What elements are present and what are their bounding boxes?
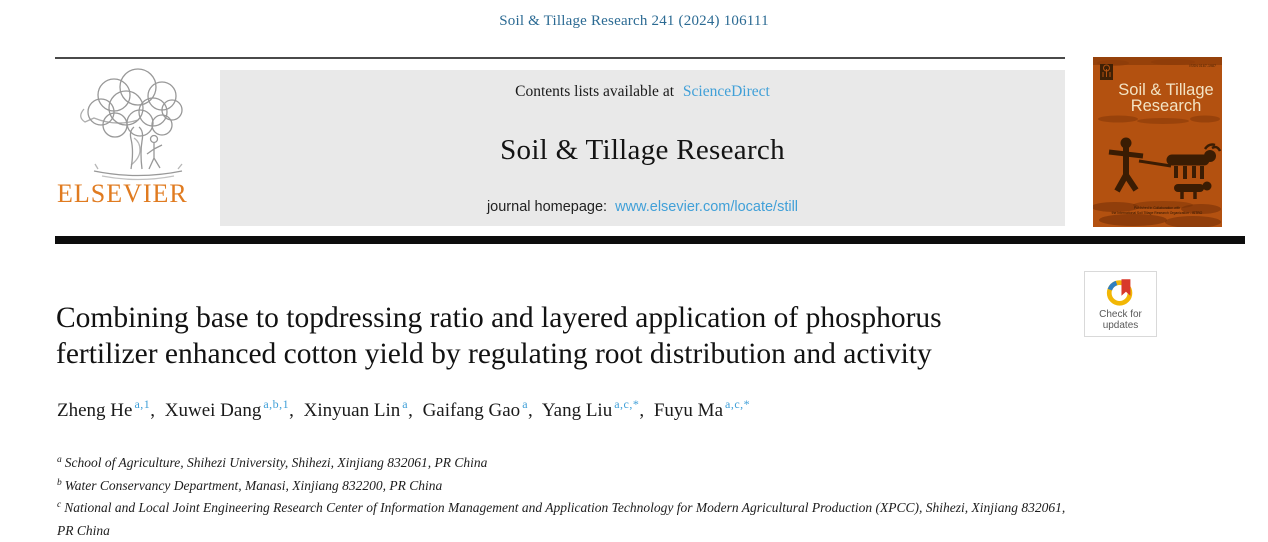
homepage-line (487, 199, 798, 215)
affiliation-sup: a (57, 455, 62, 465)
author-list: Zheng He $^{a,1}$, Xuwei Dang $^{a,b,1}$, Xinyuan Lin $^a$, Gaifang Gao $^a$, Yang Liu $^{a,c,*}$, Fuyu Ma $^{a,c,*}$ (57, 397, 751, 421)
affiliation-sup: c (57, 500, 62, 510)
cover-title-line2: Research (1130, 97, 1202, 115)
affiliation-text: School of Agriculture, Shihezi University, Shihezi, Xinjiang 832061, PR China (64, 455, 488, 470)
author-affiliation-sup: a (402, 397, 409, 411)
journal-title: Soil & Tillage Research (500, 133, 785, 166)
elsevier-wordmark: ELSEVIER (57, 179, 188, 208)
affiliation-list (57, 453, 1072, 541)
check-for-updates-icon (1104, 276, 1138, 308)
journal-citation-link[interactable]: Soil & Tillage Research 241 (2024) 106111 (499, 13, 769, 29)
journal-cover-thumbnail (1093, 57, 1222, 227)
author-affiliation-sup: a,c,* (725, 397, 751, 411)
affiliation-sup: b (57, 477, 62, 488)
homepage-url-link[interactable]: www.elsevier.com/locate/still (615, 199, 799, 215)
check-for-updates-badge[interactable] (1084, 271, 1157, 337)
affiliation-item (57, 453, 1072, 476)
author-name: Xinyuan Lin (303, 400, 401, 421)
check-for-updates-label: Check for updates (1099, 309, 1142, 331)
author-name: Xuwei Dang (164, 400, 262, 421)
contents-line-text: Contents lists available at (515, 83, 675, 100)
sciencedirect-link[interactable]: ScienceDirect (682, 83, 770, 100)
cover-title-line1: Soil & Tillage (1118, 81, 1214, 99)
masthead-gray-panel (220, 70, 1065, 226)
author-name: Zheng He (57, 400, 133, 421)
affiliation-text: Water Conservancy Department, Manasi, Xinjiang 832200, PR China (64, 477, 443, 493)
author-affiliation-sup: a,b,1 (263, 397, 290, 411)
author-affiliation-sup: a (522, 397, 529, 411)
author-name: Fuyu Ma (653, 400, 724, 421)
affiliation-item (57, 476, 1072, 499)
author-name: Gaifang Gao (422, 400, 521, 421)
elsevier-logo (55, 59, 220, 226)
cover-footer-line1: Published in Collaboration with (1133, 206, 1181, 210)
affiliation-item (57, 498, 1072, 541)
author-affiliation-sup: a,1 (134, 397, 151, 411)
affiliation-text: National and Local Joint Engineering Research Center of Information Management and Application Technology for Modern Agricultural Production (XPCC), Shihezi, Xinjiang 832061, PR China (57, 500, 1066, 538)
cover-footer-line2: the International Soil Tillage Research Organization - ISTRO (1111, 211, 1203, 215)
article-title: Combining base to topdressing ratio and layered application of phosphorus fertilizer enhanced cotton yield by regulating root distribution and activity (56, 302, 942, 370)
homepage-label: journal homepage: (486, 199, 608, 215)
section-divider-bar (55, 236, 1245, 244)
journal-masthead (55, 57, 1065, 226)
contents-line (515, 83, 770, 101)
elsevier-tree-icon (68, 65, 208, 183)
cover-issn: ISSN 0167-1987 (1189, 64, 1216, 68)
author-name: Yang Liu (541, 400, 613, 421)
author-affiliation-sup: a,c,* (614, 397, 640, 411)
